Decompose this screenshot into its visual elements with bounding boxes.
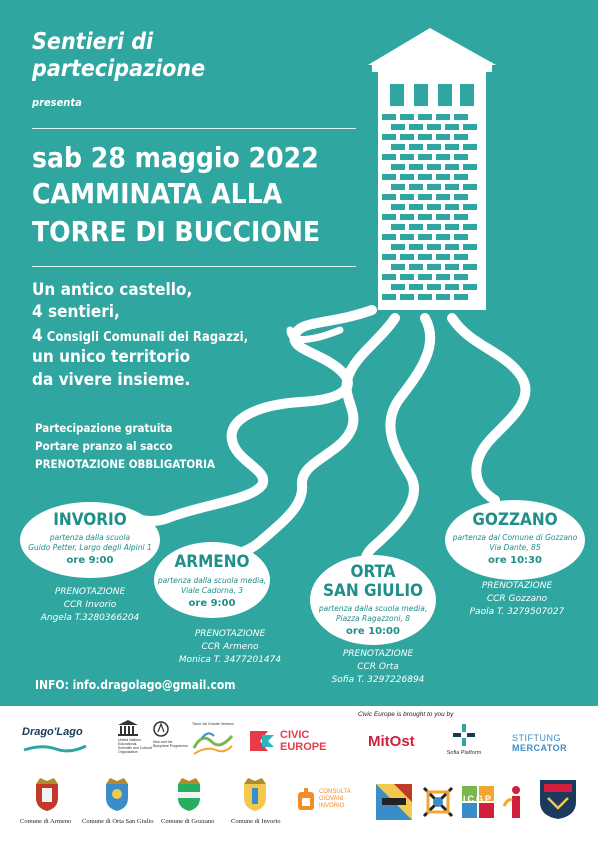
intro-line3 (32, 326, 248, 346)
tower-brick (445, 144, 459, 150)
divider-top (32, 128, 356, 129)
tower-brick (445, 284, 459, 290)
sofia-text: Sofia Platform (446, 750, 482, 756)
booking-orta (332, 648, 425, 687)
tower-brick (382, 154, 396, 160)
tower-brick (409, 164, 423, 170)
tower-brick (454, 174, 468, 180)
stop-orta-line2: Piazza Ragazzoni, 8 (335, 614, 411, 623)
stop-gozzano-name: GOZZANO (472, 510, 558, 530)
tower-brick (445, 224, 459, 230)
stop-gozzano-time: ore 10:30 (488, 555, 542, 566)
tower-brick (463, 204, 477, 210)
tower-brick (391, 244, 405, 250)
tower-brick (409, 144, 423, 150)
tower-brick (409, 244, 423, 250)
crest-gozzano (176, 778, 202, 816)
intro-line5: da vivere insieme. (32, 370, 191, 390)
booking-gozzano-ccr: CCR Gozzano (486, 594, 548, 604)
tower-brick (436, 114, 450, 120)
event-title-line1: CAMMINATA ALLA (32, 177, 283, 210)
booking-armeno (179, 628, 281, 667)
tower-brick (436, 154, 450, 160)
tower-brick (418, 254, 432, 260)
booking-armeno-label: PRENOTAZIONE (194, 629, 266, 639)
booking-invorio-ccr: CCR Invorio (63, 600, 117, 610)
tower-brick (463, 164, 477, 170)
icgp-text: ICGP (462, 794, 493, 804)
tower-brick (454, 294, 468, 300)
tower-brick (382, 134, 396, 140)
tower-brick (409, 224, 423, 230)
tower-brick (418, 194, 432, 200)
dragolago-wordmark: Drago'Lago (22, 726, 83, 738)
tower-brick (436, 254, 450, 260)
icgp-logo (462, 786, 494, 818)
tower-brick (382, 254, 396, 260)
tower-brick (436, 214, 450, 220)
tower-brick (400, 134, 414, 140)
tower-brick (418, 114, 432, 120)
dragolago-logo (22, 724, 88, 754)
tower-brick (382, 214, 396, 220)
tower-brick (454, 114, 468, 120)
stiftung-line1: STIFTUNG (512, 733, 561, 743)
tower-brick (463, 284, 477, 290)
tower-brick (427, 184, 441, 190)
booking-gozzano-label: PRENOTAZIONE (481, 581, 553, 591)
tower-brick (427, 124, 441, 130)
tower-brick (427, 224, 441, 230)
booking-invorio (41, 586, 140, 625)
civic-tagline: Civic Europe is brought to you by (358, 711, 454, 718)
tower-brick (382, 234, 396, 240)
ticino-logo (192, 722, 234, 758)
stop-invorio-line1: partenza dalla scuola (49, 533, 131, 542)
tower-brick (436, 134, 450, 140)
tower-brick (409, 124, 423, 130)
unesco-logo (118, 720, 152, 760)
info-email[interactable]: INFO: info.dragolago@gmail.com (35, 678, 236, 692)
tower-brick (391, 284, 405, 290)
tower-brick (400, 154, 414, 160)
booking-orta-contact: Sofia T. 3297226894 (331, 675, 425, 685)
tower-brick (391, 124, 405, 130)
tower-brick (445, 204, 459, 210)
tower-brick (382, 174, 396, 180)
tower-brick (454, 234, 468, 240)
tower-brick (427, 284, 441, 290)
shield-logo (538, 778, 578, 820)
tower-brick (445, 164, 459, 170)
tower-roof (368, 28, 496, 65)
tower-brick (463, 244, 477, 250)
booking-armeno-contact: Monica T. 3477201474 (178, 655, 282, 665)
stop-orta-line1: partenza dalla scuola media, (318, 604, 428, 613)
sofia-platform-logo (440, 724, 488, 762)
booking-orta-label: PRENOTAZIONE (342, 649, 414, 659)
tower-brick (400, 274, 414, 280)
tower-brick (418, 214, 432, 220)
tower-brick (454, 134, 468, 140)
intro-line2: 4 sentieri, (32, 302, 120, 322)
tower-brick (463, 264, 477, 270)
tower-brick (418, 154, 432, 160)
intro-line4: un unico territorio (32, 347, 191, 367)
tower-brick (454, 194, 468, 200)
ticino-text: Ticino Val Grande Verbano (192, 722, 234, 726)
tower-brick (382, 194, 396, 200)
tower-brick (427, 264, 441, 270)
tower-brick (391, 224, 405, 230)
mab-text: Man and the Biosphere Programme (153, 740, 189, 748)
tower-brick (400, 174, 414, 180)
tower-brick (418, 294, 432, 300)
event-title-line2: TORRE DI BUCCIONE (32, 215, 321, 248)
mitost-logo: MitOst (368, 733, 415, 750)
note-free: Partecipazione gratuita (35, 421, 173, 435)
comune-label-armeno: Comune di Armeno (20, 818, 72, 825)
tower-brick (391, 164, 405, 170)
crest-invorio (242, 778, 268, 816)
stop-invorio-line2: Guido Petter, Largo degli Alpini 1 (28, 543, 152, 552)
intro-line3-number: 4 (32, 326, 43, 346)
booking-orta-ccr: CCR Orta (357, 662, 399, 672)
stop-orta-time: ore 10:00 (346, 626, 400, 637)
consulta-line3: INVORIO (319, 803, 345, 809)
stop-orta-name-line1: ORTA (350, 562, 396, 582)
note-booking: PRENOTAZIONE OBBLIGATORIA (35, 457, 215, 471)
tower-brick (409, 284, 423, 290)
stiftung-line2: MERCATOR (512, 743, 568, 753)
civic-europe-logo (248, 727, 340, 755)
crest-orta (104, 778, 130, 816)
tower-brick (436, 234, 450, 240)
comune-label-gozzano: Comune di Gozzano (161, 818, 215, 825)
tower-brick (463, 224, 477, 230)
tower-brick (427, 144, 441, 150)
unesco-text: United Nations Educational, Scientific and Cultural Organization (118, 738, 152, 754)
tower-brick (400, 294, 414, 300)
tower-brick (445, 264, 459, 270)
consulta-line1: CONSULTA (319, 789, 351, 795)
intro-line1: Un antico castello, (32, 280, 193, 300)
civic-europe-line1: CIVIC (280, 729, 310, 741)
crest-armeno (34, 778, 60, 816)
stop-armeno-line2: Viale Cadorna, 3 (180, 586, 244, 595)
comune-label-orta: Comune di Orta San Giulio (82, 818, 154, 825)
consulta-line2: GIOVANI (319, 796, 344, 802)
tower-brick (445, 244, 459, 250)
tower-brick (391, 264, 405, 270)
stop-gozzano-line1: partenza dal Comune di Gozzano (452, 533, 578, 542)
tower-brick (382, 274, 396, 280)
tower-brick (391, 144, 405, 150)
tower-brick (418, 174, 432, 180)
stop-invorio-name: INVORIO (53, 510, 127, 530)
tower-brick (409, 184, 423, 190)
tower-brick (418, 234, 432, 240)
tower-brick (454, 214, 468, 220)
tower-brick (391, 204, 405, 210)
school-logo-1 (376, 784, 412, 820)
booking-invorio-label: PRENOTAZIONE (54, 587, 126, 597)
note-lunch: Portare pranzo al sacco (35, 439, 173, 453)
tower-brick (436, 274, 450, 280)
consulta-giovani-logo (296, 788, 358, 814)
tower-brick (382, 114, 396, 120)
intro-line3-text: Consigli Comunali dei Ragazzi, (46, 330, 249, 345)
school-logo-2 (420, 784, 456, 820)
tower-brick (418, 134, 432, 140)
stop-armeno-name: ARMENO (174, 552, 250, 572)
tower-brick (409, 204, 423, 210)
civic-europe-line2: EUROPE (280, 741, 327, 753)
tower-brick (436, 174, 450, 180)
tower-brick (400, 234, 414, 240)
tower-brick (463, 144, 477, 150)
tower-brick (427, 164, 441, 170)
path-gozzano (452, 318, 525, 500)
tower-brick (436, 294, 450, 300)
mab-logo (153, 720, 189, 760)
event-date: sab 28 maggio 2022 (32, 141, 319, 174)
stop-armeno-time: ore 9:00 (188, 598, 236, 609)
tower-brick (427, 244, 441, 250)
tower-brick (445, 124, 459, 130)
tower-brick (409, 264, 423, 270)
comune-label-invorio: Comune di Invorio (231, 818, 281, 825)
tower-brick (445, 184, 459, 190)
booking-invorio-contact: Angela T.3280366204 (40, 613, 140, 623)
red-figure-logo (500, 784, 530, 820)
org-name-line2: partecipazione (32, 56, 206, 82)
divider-bottom (32, 266, 356, 267)
path-orta (365, 318, 430, 572)
stop-invorio-time: ore 9:00 (66, 555, 114, 566)
booking-gozzano (470, 580, 565, 619)
booking-armeno-ccr: CCR Armeno (201, 642, 259, 652)
org-name-line1: Sentieri di (32, 29, 154, 55)
presenta-label: presenta (32, 96, 82, 109)
booking-gozzano-contact: Paola T. 3279507027 (469, 607, 565, 617)
tower-brick (427, 204, 441, 210)
tower-brick (382, 294, 396, 300)
tower-brick (400, 114, 414, 120)
buccione-tower (368, 28, 496, 310)
stop-orta-name-line2: SAN GIULIO (322, 581, 424, 601)
tower-brick (454, 274, 468, 280)
tower-brick (463, 124, 477, 130)
tower-brick (400, 214, 414, 220)
tower-brick (463, 184, 477, 190)
tower-brick (400, 194, 414, 200)
tower-brick (418, 274, 432, 280)
tower-brick (400, 254, 414, 260)
tower-brick (454, 154, 468, 160)
stop-armeno-line1: partenza dalla scuola media, (157, 576, 267, 585)
stop-gozzano-line2: Via Dante, 85 (489, 543, 541, 552)
tower-brick (391, 184, 405, 190)
stiftung-mercator-logo (512, 733, 578, 757)
tower-brick (436, 194, 450, 200)
tower-brick (454, 254, 468, 260)
